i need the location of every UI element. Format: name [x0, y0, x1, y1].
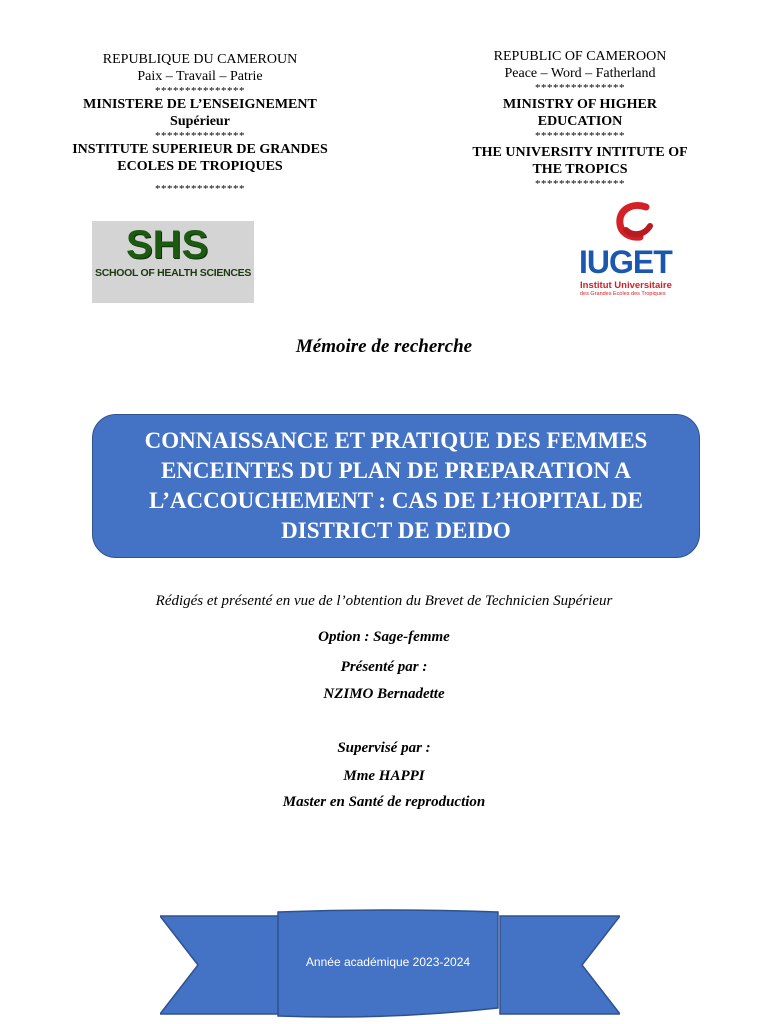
country-fr: REPUBLIQUE DU CAMEROUN: [102, 52, 298, 67]
motto-en: Peace – Word – Fatherland: [504, 65, 656, 81]
supervisor-title: Master en Santé de reproduction: [282, 794, 486, 810]
header-left: [60, 52, 340, 195]
separator-stars: ***************: [535, 82, 625, 94]
iuget-emblem-icon: [574, 200, 686, 248]
document-subtitle: Rédigés et présenté en vue de l’obtention du Brevet de Technicien Supérieur: [155, 593, 613, 609]
iuget-tagline: Institut Universitaire: [580, 280, 672, 291]
ministry-fr: MINISTERE DE L’ENSEIGNEMENT: [83, 97, 317, 112]
iuget-wordmark: IUGET: [579, 244, 672, 280]
institute-fr: INSTITUTE SUPERIEUR DE GRANDES ECOLES DE TROPIQUES: [72, 142, 328, 174]
separator-stars: ***************: [535, 130, 625, 142]
option-line: Option : Sage-femme: [318, 629, 450, 645]
document-type: Mémoire de recherche: [295, 336, 473, 357]
title-box: [92, 414, 700, 558]
document-title: CONNAISSANCE ET PRATIQUE DES FEMMES ENCEINTES DU PLAN DE PREPARATION A L’ACCOUCHEMENT : CAS DE L’HOPITAL DE DISTRICT DE DEIDO: [144, 428, 648, 543]
academic-year: Année académique 2023-2024: [305, 955, 471, 969]
separator-stars: ***************: [155, 183, 245, 195]
separator-stars: ***************: [155, 85, 245, 97]
separator-stars: ***************: [155, 130, 245, 142]
iuget-logo: [574, 200, 686, 300]
header-right: [460, 49, 700, 190]
ministry-en: MINISTRY OF HIGHER EDUCATION: [502, 97, 658, 129]
separator-stars: ***************: [535, 178, 625, 190]
supervised-by-label: Supervisé par :: [337, 740, 431, 756]
ministry-sub-fr: Supérieur: [170, 113, 230, 129]
supervisor-name: Mme HAPPI: [343, 768, 425, 784]
shs-logo: [92, 221, 254, 303]
author-name: NZIMO Bernadette: [323, 686, 445, 702]
country-en: REPUBLIC OF CAMEROON: [493, 49, 667, 64]
iuget-tagline-small: des Grandes Ecoles des Tropiques: [580, 291, 666, 297]
institute-en: THE UNIVERSITY INTITUTE OF THE TROPICS: [472, 145, 688, 177]
motto-fr: Paix – Travail – Patrie: [137, 68, 263, 84]
academic-year-banner: [160, 908, 620, 1024]
presented-by-label: Présenté par :: [340, 659, 428, 675]
shs-logo-mark: SHS: [126, 223, 209, 267]
shs-logo-subtitle: SCHOOL OF HEALTH SCIENCES: [95, 267, 252, 279]
